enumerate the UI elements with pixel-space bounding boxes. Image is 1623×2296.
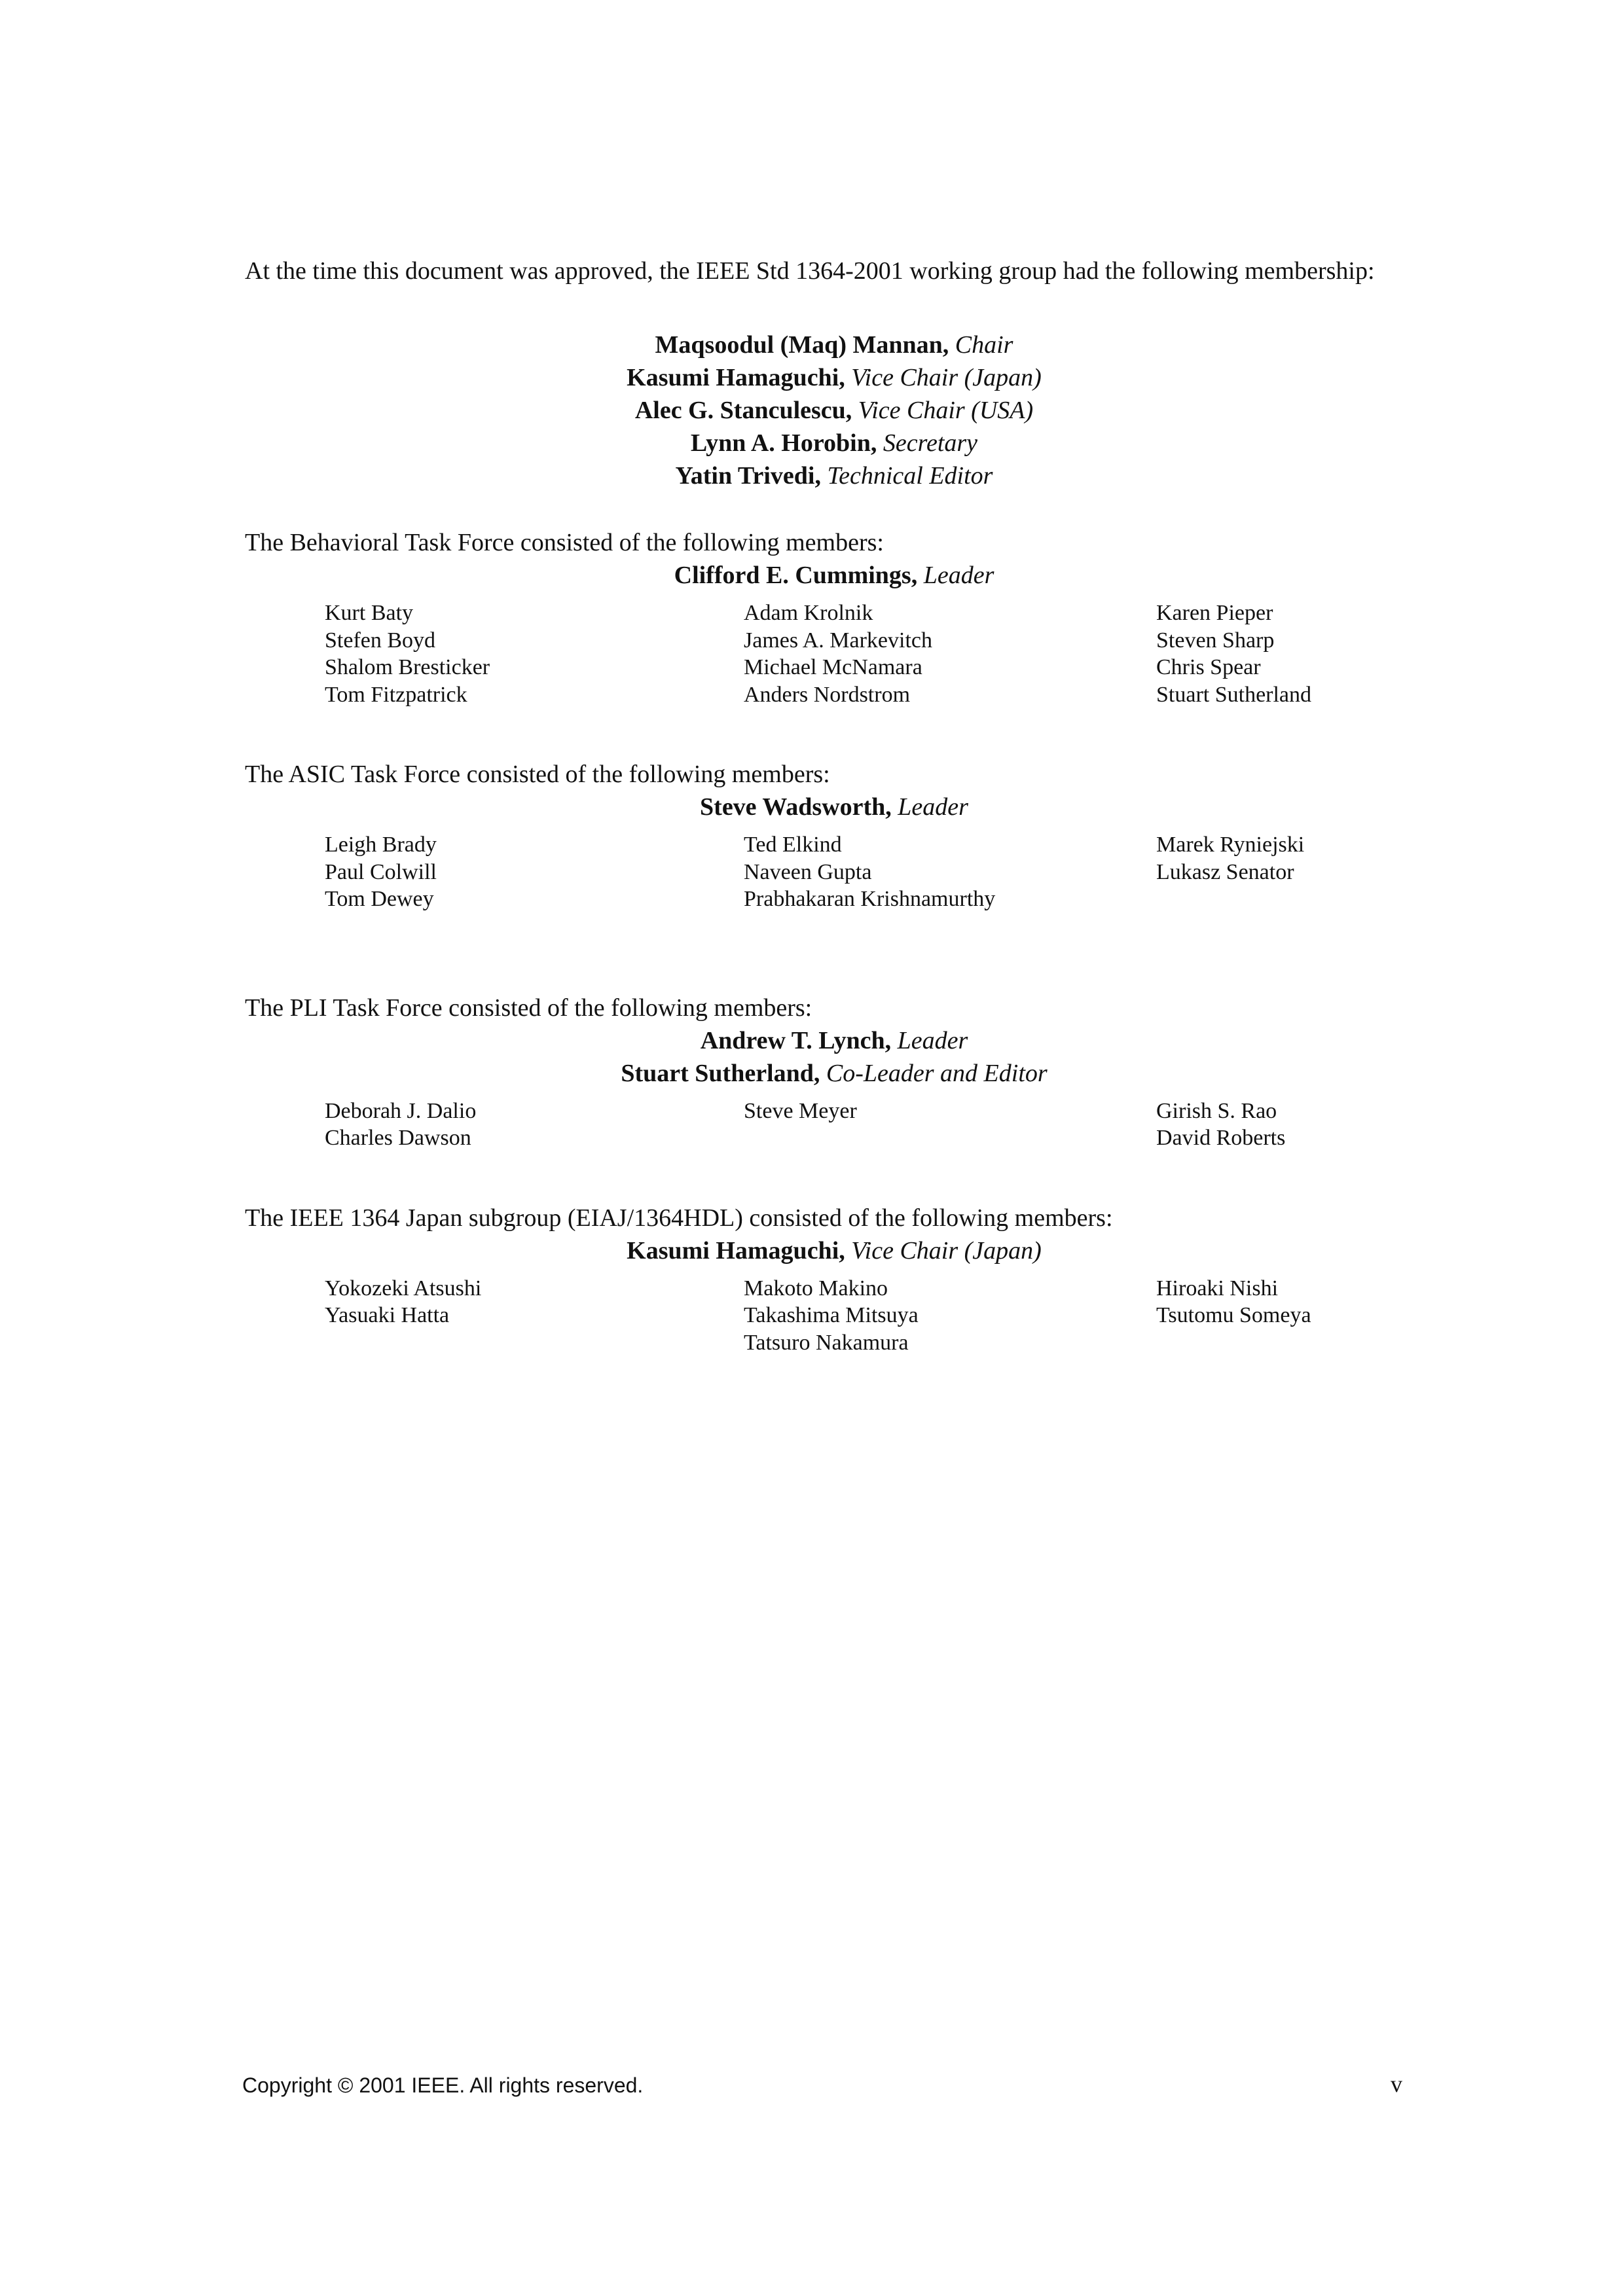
officer-technical-editor xyxy=(245,459,1423,492)
behavioral-task-force-section xyxy=(245,526,1423,708)
task-force-leader xyxy=(245,1024,1423,1057)
member-name: Girish S. Rao xyxy=(1156,1098,1277,1123)
leader-role: Co-Leader and Editor xyxy=(826,1059,1048,1087)
officer-role: Vice Chair (USA) xyxy=(858,397,1034,424)
member-name: Ted Elkind xyxy=(744,833,842,857)
member-name: Yasuaki Hatta xyxy=(325,1303,450,1327)
officer-name: Maqsoodul (Maq) Mannan, xyxy=(655,331,949,359)
member-column xyxy=(1156,1275,1418,1357)
member-name: Lukasz Senator xyxy=(1156,859,1294,884)
member-list xyxy=(325,1098,1423,1152)
member-list xyxy=(325,600,1423,708)
member-column xyxy=(1156,1098,1418,1152)
member-name: Naveen Gupta xyxy=(744,859,872,884)
leader-role: Leader xyxy=(898,793,968,821)
member-name: Tom Fitzpatrick xyxy=(325,682,467,707)
member-name: Stefen Boyd xyxy=(325,628,436,653)
leader-role: Leader xyxy=(923,562,994,589)
leader-name: Kasumi Hamaguchi, xyxy=(627,1236,845,1265)
leader-name: Stuart Sutherland, xyxy=(621,1059,820,1087)
member-column xyxy=(744,600,1156,708)
member-name: Steven Sharp xyxy=(1156,628,1275,653)
member-column xyxy=(744,1275,1156,1357)
officer-name: Yatin Trivedi, xyxy=(675,462,821,490)
officer-role: Vice Chair (Japan) xyxy=(851,364,1042,391)
officer-vice-chair-usa xyxy=(245,394,1423,427)
member-name: Tom Dewey xyxy=(325,887,434,911)
leader-role: Leader xyxy=(897,1026,968,1054)
member-column xyxy=(744,1098,1156,1152)
member-name: Shalom Bresticker xyxy=(325,655,490,679)
asic-task-force-section xyxy=(245,758,1423,913)
member-name: Adam Krolnik xyxy=(744,601,873,625)
member-name: Kurt Baty xyxy=(325,601,414,625)
member-name: Stuart Sutherland xyxy=(1156,682,1312,707)
officer-name: Alec G. Stanculescu, xyxy=(634,397,852,424)
member-name: Tsutomu Someya xyxy=(1156,1303,1311,1327)
section-heading: The IEEE 1364 Japan subgroup (EIAJ/1364HDL) consisted of the following members: xyxy=(245,1204,1113,1232)
leader-name: Steve Wadsworth, xyxy=(700,793,892,821)
intro-paragraph: At the time this document was approved, the IEEE Std 1364-2001 working group had the following membership: xyxy=(245,257,1375,285)
member-column xyxy=(744,831,1156,913)
officer-name: Lynn A. Horobin, xyxy=(690,429,877,457)
member-name: Anders Nordstrom xyxy=(744,682,911,707)
member-name: David Roberts xyxy=(1156,1126,1286,1150)
member-column xyxy=(325,1098,744,1152)
member-column xyxy=(1156,600,1418,708)
member-name: Charles Dawson xyxy=(325,1126,471,1150)
japan-subgroup-section xyxy=(245,1202,1423,1357)
member-name: James A. Markevitch xyxy=(744,628,932,653)
officer-role: Chair xyxy=(955,331,1013,359)
task-force-leader xyxy=(245,791,1423,823)
member-column xyxy=(325,1275,744,1357)
member-name: Hiroaki Nishi xyxy=(1156,1276,1279,1300)
member-name: Steve Meyer xyxy=(744,1098,857,1123)
officers-list xyxy=(245,329,1423,492)
member-list xyxy=(325,831,1423,913)
member-name: Makoto Makino xyxy=(744,1276,888,1300)
member-name: Paul Colwill xyxy=(325,859,437,884)
officer-role: Secretary xyxy=(883,429,978,457)
member-name: Deborah J. Dalio xyxy=(325,1098,477,1123)
member-column xyxy=(325,600,744,708)
member-name: Michael McNamara xyxy=(744,655,922,679)
pli-task-force-section xyxy=(245,992,1423,1152)
section-heading: The ASIC Task Force consisted of the following members: xyxy=(245,761,830,788)
leader-name: Andrew T. Lynch, xyxy=(700,1026,892,1054)
member-name: Marek Ryniejski xyxy=(1156,833,1305,857)
officer-role: Technical Editor xyxy=(827,462,993,490)
member-name: Leigh Brady xyxy=(325,833,437,857)
task-force-co-leader xyxy=(245,1057,1423,1090)
member-name: Takashima Mitsuya xyxy=(744,1303,919,1327)
leader-name: Clifford E. Cummings, xyxy=(674,562,918,589)
member-column xyxy=(1156,831,1418,913)
section-heading: The Behavioral Task Force consisted of the following members: xyxy=(245,529,884,556)
section-heading: The PLI Task Force consisted of the following members: xyxy=(245,994,812,1022)
member-name: Karen Pieper xyxy=(1156,601,1273,625)
page-number: v xyxy=(1391,2071,1402,2097)
task-force-leader xyxy=(245,1234,1423,1267)
page-content xyxy=(245,254,1423,1356)
member-name: Tatsuro Nakamura xyxy=(744,1330,909,1355)
member-name: Yokozeki Atsushi xyxy=(325,1276,482,1300)
leader-role: Vice Chair (Japan) xyxy=(851,1236,1042,1265)
officer-vice-chair-japan xyxy=(245,361,1423,394)
officer-secretary xyxy=(245,427,1423,459)
task-force-leader xyxy=(245,559,1423,592)
copyright-footer: Copyright © 2001 IEEE. All rights reserved. xyxy=(242,2073,644,2097)
member-column xyxy=(325,831,744,913)
member-list xyxy=(325,1275,1423,1357)
officer-name: Kasumi Hamaguchi, xyxy=(627,364,845,391)
member-name: Chris Spear xyxy=(1156,655,1261,679)
officer-chair xyxy=(245,329,1423,361)
member-name: Prabhakaran Krishnamurthy xyxy=(744,887,996,911)
